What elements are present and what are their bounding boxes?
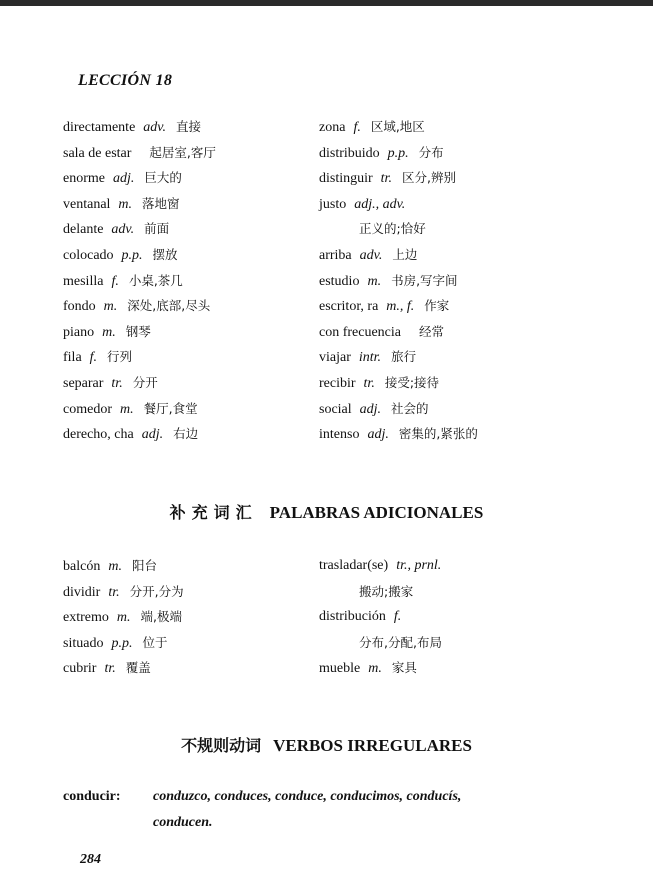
- vocab-entry: [319, 396, 478, 422]
- vocab-entry: [63, 553, 184, 579]
- vocab-meaning: 作家: [424, 298, 450, 314]
- conjugation-forms: conduzco, conduces, conduce, conducimos, conducís,: [153, 789, 462, 804]
- vocab-word: piano: [63, 324, 95, 340]
- vocab-word: distribuido: [319, 145, 380, 161]
- vocab-grammar: m., f.: [386, 299, 415, 315]
- vocab-entry: [63, 293, 216, 319]
- vocab-right-column: [319, 114, 478, 447]
- vocab-meaning: 社会的: [391, 400, 429, 416]
- vocab-word: zona: [319, 120, 346, 135]
- vocab-word: mueble: [319, 661, 361, 677]
- vocab-word: comedor: [63, 401, 112, 417]
- vocab-meaning: 覆盖: [125, 660, 151, 676]
- vocab-word: situado: [63, 635, 104, 651]
- vocab-entry: [63, 268, 216, 294]
- vocab-entry: [319, 114, 478, 140]
- extra-right-column: [319, 553, 451, 681]
- page-number: 284: [80, 852, 101, 867]
- vocab-entry: [63, 604, 184, 630]
- vocab-grammar: p.p.: [111, 635, 133, 651]
- vocab-entry: [63, 242, 216, 268]
- vocab-word: con frecuencia: [319, 324, 401, 340]
- vocab-grammar: m.: [102, 324, 116, 340]
- vocab-grammar: tr.: [380, 171, 392, 187]
- vocab-word: balcón: [63, 559, 101, 574]
- vocab-grammar: adj.: [141, 427, 164, 443]
- vocab-grammar: m.: [108, 559, 122, 574]
- vocab-entry: [319, 293, 478, 319]
- vocab-word: extremo: [63, 610, 109, 626]
- vocab-grammar: f.: [353, 120, 361, 135]
- vocab-meaning: 分布,分配,布局: [359, 634, 442, 650]
- vocab-word: enorme: [63, 171, 105, 187]
- conjugation-line: [63, 810, 623, 836]
- vocab-meaning: 区分,辨别: [401, 170, 456, 186]
- vocab-word: separar: [63, 375, 104, 391]
- vocab-entry: [319, 553, 451, 579]
- vocab-entry: [319, 140, 478, 166]
- vocab-meaning: 分开: [132, 374, 158, 390]
- vocab-meaning: 右边: [173, 426, 199, 442]
- section-heading-additional: [0, 500, 653, 523]
- vocab-entry: [63, 655, 184, 681]
- vocab-word: directamente: [63, 120, 136, 135]
- vocab-meaning: 区域,地区: [370, 119, 425, 134]
- vocab-word: arriba: [319, 247, 352, 263]
- vocab-meaning: 直接: [175, 119, 201, 134]
- vocab-meaning: 接受;接待: [384, 374, 440, 390]
- vocab-entry-continuation: [319, 216, 478, 242]
- vocab-grammar: m.: [368, 661, 382, 677]
- vocab-word: fila: [63, 350, 82, 366]
- vocab-entry: [319, 268, 478, 294]
- vocab-meaning: 起居室,客厅: [149, 144, 216, 160]
- top-edge-bar: [0, 0, 653, 6]
- vocab-entry: [63, 191, 216, 217]
- vocab-grammar: p.p.: [387, 145, 409, 161]
- vocab-meaning: 阳台: [131, 558, 157, 573]
- vocab-entry-continuation: [319, 630, 451, 656]
- vocab-word: sala de estar: [63, 145, 132, 161]
- lesson-header: LECCIÓN 18: [78, 72, 173, 89]
- vocab-meaning: 落地窗: [142, 195, 180, 211]
- vocab-word: ventanal: [63, 196, 111, 212]
- vocab-entry: [63, 216, 216, 242]
- vocab-entry: [63, 319, 216, 345]
- vocab-grammar: m.: [119, 401, 134, 417]
- vocab-grammar: adv.: [359, 247, 383, 263]
- vocab-word: escritor, ra: [319, 299, 379, 315]
- vocab-grammar: adv.: [143, 120, 166, 135]
- vocab-grammar: adj.: [359, 401, 382, 417]
- vocab-meaning: 分布: [418, 144, 444, 160]
- vocab-word: derecho, cha: [63, 427, 134, 443]
- vocab-entry: [63, 165, 216, 191]
- vocab-entry-continuation: [319, 579, 451, 605]
- vocab-entry: [63, 140, 216, 166]
- vocab-word: justo: [319, 196, 347, 212]
- vocab-meaning: 正义的;恰好: [359, 221, 426, 237]
- vocab-word: estudio: [319, 273, 360, 289]
- vocab-left-column: [63, 114, 216, 447]
- vocab-grammar: p.p.: [121, 247, 143, 263]
- vocab-grammar: adj.: [367, 427, 389, 443]
- vocab-grammar: m.: [103, 299, 118, 315]
- vocab-entry: [63, 579, 184, 605]
- vocab-grammar: tr.: [104, 661, 116, 677]
- vocab-grammar: tr.: [111, 375, 123, 391]
- section-title-chinese: 不规则动词: [181, 736, 262, 755]
- vocab-word: viajar: [319, 350, 351, 366]
- vocab-word: trasladar(se): [319, 558, 389, 573]
- vocab-grammar: tr.: [108, 584, 120, 600]
- section-title-spanish: VERBOS IRREGULARES: [273, 736, 472, 755]
- vocab-grammar: f.: [393, 609, 402, 625]
- vocab-entry: [319, 319, 478, 345]
- vocab-meaning: 餐厅,食堂: [143, 400, 198, 416]
- vocab-entry: [63, 421, 216, 447]
- vocab-entry: [319, 370, 478, 396]
- vocab-word: intenso: [319, 427, 360, 443]
- vocab-grammar: adj.: [112, 171, 135, 187]
- vocab-grammar: m.: [118, 196, 133, 212]
- section-heading-verbs: [0, 733, 653, 756]
- vocab-grammar: f.: [111, 273, 119, 289]
- vocab-word: fondo: [63, 299, 96, 315]
- vocab-entry: [63, 396, 216, 422]
- vocab-meaning: 经常: [419, 323, 445, 339]
- vocab-grammar: f.: [89, 350, 98, 366]
- vocab-grammar: tr., prnl.: [396, 558, 442, 573]
- vocab-entry: [319, 242, 478, 268]
- vocab-meaning: 巨大的: [144, 170, 182, 186]
- vocab-meaning: 位于: [142, 634, 168, 650]
- vocab-meaning: 搬动;搬家: [359, 583, 414, 599]
- vocab-entry: [319, 655, 451, 681]
- vocab-grammar: intr.: [358, 350, 382, 366]
- vocab-meaning: 上边: [392, 246, 418, 262]
- vocab-word: dividir: [63, 584, 101, 600]
- conjugation-line: [63, 784, 623, 810]
- vocab-meaning: 行列: [107, 349, 133, 365]
- vocab-word: mesilla: [63, 273, 104, 289]
- vocab-entry: [319, 604, 451, 630]
- conjugation-block: [63, 784, 623, 836]
- vocab-grammar: adv.: [111, 222, 135, 238]
- vocab-entry: [63, 630, 184, 656]
- vocab-word: social: [319, 401, 352, 417]
- conjugation-forms: conducen.: [153, 815, 213, 830]
- vocab-meaning: 小桌,茶几: [128, 272, 183, 288]
- vocab-meaning: 旅行: [391, 349, 417, 365]
- vocab-meaning: 分开,分为: [129, 583, 184, 599]
- vocab-entry: [63, 344, 216, 370]
- vocab-meaning: 钢琴: [125, 323, 151, 339]
- vocab-grammar: m.: [116, 610, 131, 626]
- conjugation-verb: conducir:: [63, 789, 121, 804]
- vocab-meaning: 家具: [391, 660, 417, 676]
- section-title-chinese: 补充词汇: [169, 503, 258, 522]
- section-title-spanish: PALABRAS ADICIONALES: [269, 503, 484, 522]
- vocab-word: recibir: [319, 375, 356, 391]
- vocab-meaning: 深处,底部,尽头: [127, 298, 211, 314]
- vocab-entry: [319, 344, 478, 370]
- vocab-word: delante: [63, 222, 104, 238]
- vocab-word: colocado: [63, 247, 114, 263]
- vocab-entry: [319, 165, 478, 191]
- vocab-word: distinguir: [319, 171, 373, 187]
- vocab-grammar: adj., adv.: [354, 196, 406, 212]
- vocab-meaning: 书房,写字间: [391, 272, 458, 288]
- vocab-grammar: tr.: [363, 375, 375, 391]
- vocab-entry: [63, 370, 216, 396]
- vocab-meaning: 前面: [144, 221, 170, 237]
- vocab-entry: [319, 191, 478, 217]
- vocab-entry: [63, 114, 216, 140]
- extra-left-column: [63, 553, 184, 681]
- vocab-entry: [319, 421, 478, 447]
- vocab-word: cubrir: [63, 661, 97, 677]
- vocab-meaning: 密集的,紧张的: [398, 426, 478, 442]
- vocab-meaning: 端,极端: [140, 609, 182, 625]
- vocab-grammar: m.: [367, 273, 382, 289]
- vocab-word: distribución: [319, 609, 386, 625]
- vocab-meaning: 摆放: [152, 246, 178, 262]
